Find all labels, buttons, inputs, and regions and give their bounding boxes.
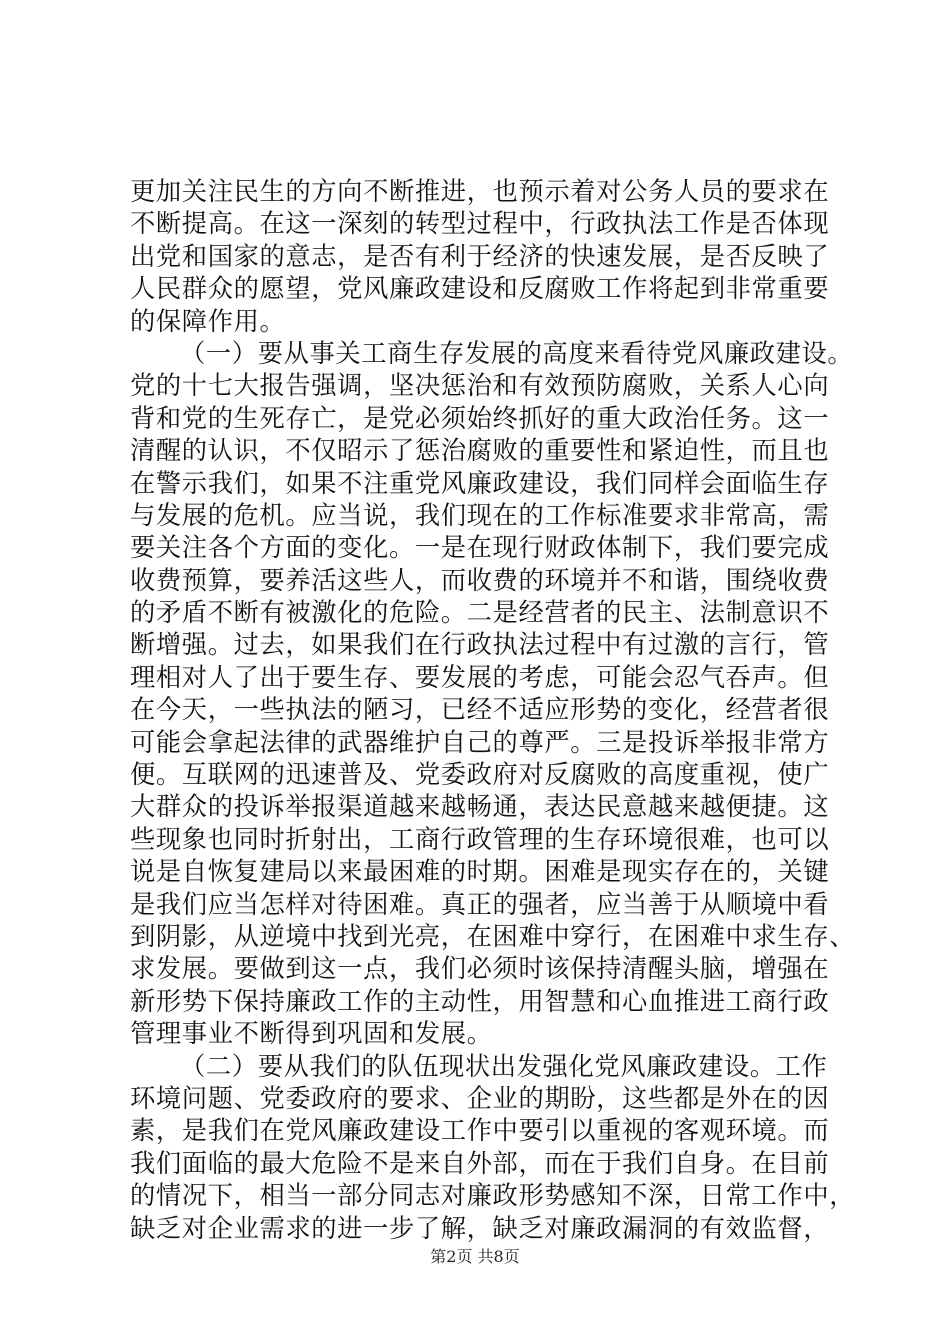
- text-line: 收费预算，要养活这些人，而收费的环境并不和谐，围绕收费: [130, 565, 830, 595]
- text-line: 环境问题、党委政府的要求、企业的期盼，这些都是外在的因: [130, 1083, 830, 1113]
- text-line: 在警示我们，如果不注重党风廉政建设，我们同样会面临生存: [130, 468, 830, 498]
- text-line: 缺乏对企业需求的进一步了解，缺乏对廉政漏洞的有效监督，: [130, 1213, 830, 1243]
- text-line: 在今天，一些执法的陋习，已经不适应形势的变化，经营者很: [130, 695, 830, 725]
- text-line: 求发展。要做到这一点，我们必须时该保持清醒头脑，增强在: [130, 954, 830, 984]
- text-line: 大群众的投诉举报渠道越来越畅通，表达民意越来越便捷。这: [130, 792, 830, 822]
- text-line: 的矛盾不断有被激化的危险。二是经营者的民主、法制意识不: [130, 598, 830, 628]
- text-line: 管理事业不断得到巩固和发展。: [130, 1019, 493, 1049]
- text-line: 人民群众的愿望，党风廉政建设和反腐败工作将起到非常重要: [130, 274, 830, 304]
- text-line: 便。互联网的迅速普及、党委政府对反腐败的高度重视，使广: [130, 760, 830, 790]
- text-line: 与发展的危机。应当说，我们现在的工作标准要求非常高，需: [130, 500, 830, 530]
- text-line: 的情况下，相当一部分同志对廉政形势感知不深，日常工作中，: [130, 1181, 856, 1211]
- text-line: 到阴影，从逆境中找到光亮，在困难中穿行，在困难中求生存、: [130, 921, 856, 951]
- text-line: 出党和国家的意志，是否有利于经济的快速发展，是否反映了: [130, 241, 830, 271]
- text-line: 更加关注民生的方向不断推进，也预示着对公务人员的要求在: [130, 177, 830, 206]
- text-line: 些现象也同时折射出，工商行政管理的生存环境很难，也可以: [130, 824, 830, 854]
- document-body: [130, 176, 856, 1245]
- text-line: 我们面临的最大危险不是来自外部，而在于我们自身。在目前: [130, 1148, 830, 1178]
- text-line: 要关注各个方面的变化。一是在现行财政体制下，我们要完成: [130, 533, 830, 563]
- paragraph-first-line: （二）要从我们的队伍现状出发强化党风廉政建设。工作: [180, 1051, 828, 1081]
- text-line: 素，是我们在党风廉政建设工作中要引以重视的客观环境。而: [130, 1116, 830, 1146]
- text-line: 的保障作用。: [130, 306, 286, 336]
- text-line: 理相对人了出于要生存、要发展的考虑，可能会忍气吞声。但: [130, 662, 830, 692]
- text-line: 新形势下保持廉政工作的主动性，用智慧和心血推进工商行政: [130, 986, 830, 1016]
- text-line: 断增强。过去，如果我们在行政执法过程中有过激的言行，管: [130, 630, 830, 660]
- page-footer: 第2页 共8页: [430, 1247, 520, 1266]
- text-line: 不断提高。在这一深刻的转型过程中，行政执法工作是否体现: [130, 209, 830, 239]
- text-line: 清醒的认识，不仅昭示了惩治腐败的重要性和紧迫性，而且也: [130, 436, 830, 466]
- paragraph-first-line: （一）要从事关工商生存发展的高度来看待党风廉政建设。: [180, 338, 854, 368]
- text-line: 背和党的生死存亡，是党必须始终抓好的重大政治任务。这一: [130, 403, 830, 433]
- text-line: 可能会拿起法律的武器维护自己的尊严。三是投诉举报非常方: [130, 727, 830, 757]
- text-line: 说是自恢复建局以来最困难的时期。困难是现实存在的，关键: [130, 857, 830, 887]
- text-line: 党的十七大报告强调，坚决惩治和有效预防腐败，关系人心向: [130, 371, 830, 401]
- text-line: 是我们应当怎样对待困难。真正的强者，应当善于从顺境中看: [130, 889, 830, 919]
